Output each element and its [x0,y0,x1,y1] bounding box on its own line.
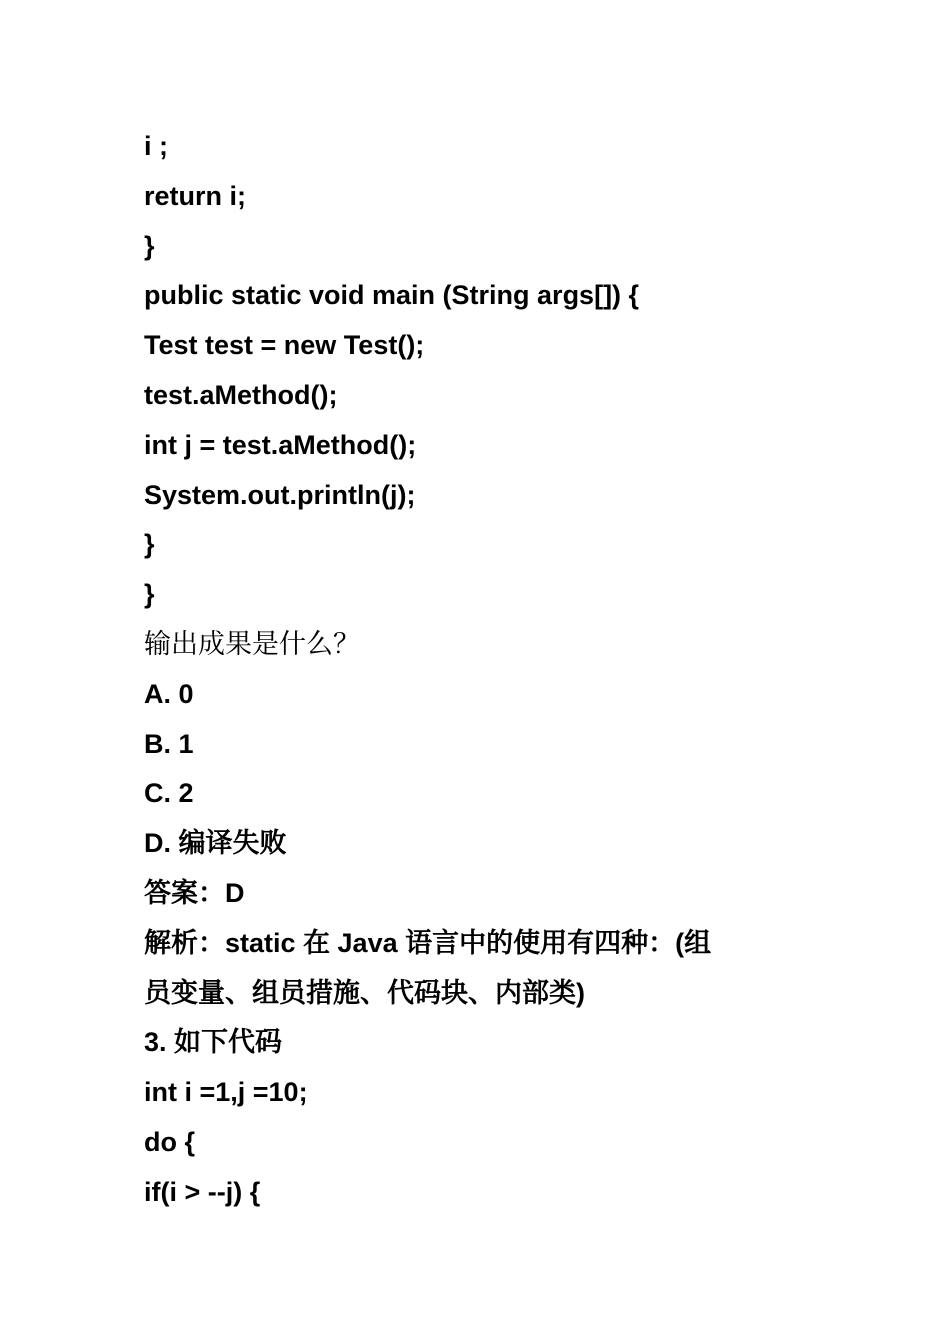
document-body [144,122,814,1218]
code-line: Test test = new Test(); [144,330,425,361]
code-line: } [144,529,155,560]
answer-line: 答案：D [144,877,245,908]
option-d: D. 编译失败 [144,828,287,859]
question-3-heading: 3. 如下代码 [144,1027,283,1058]
option-a: A. 0 [144,678,194,709]
code-line: do { [144,1126,195,1157]
option-c: C. 2 [144,778,194,809]
code-line: } [144,579,155,610]
code-line: int j = test.aMethod(); [144,429,417,460]
code-line: test.aMethod(); [144,379,338,410]
option-b: B. 1 [144,728,194,759]
explanation-line-2: 员变量、组员措施、代码块、内部类) [144,977,585,1008]
code-line: i ; [144,131,168,161]
code-line: int i =1,j =10; [144,1077,308,1108]
code-line: public static void main (String args[]) { [144,280,640,311]
code-line: } [144,230,155,261]
code-line: System.out.println(j); [144,479,416,510]
code-line: if(i > --j) { [144,1176,261,1207]
question-text: 输出成果是什么？ [144,628,360,660]
explanation-line-1: 解析：static 在 Java 语言中的使用有四种：(组 [144,927,712,958]
code-line: return i; [144,180,247,211]
